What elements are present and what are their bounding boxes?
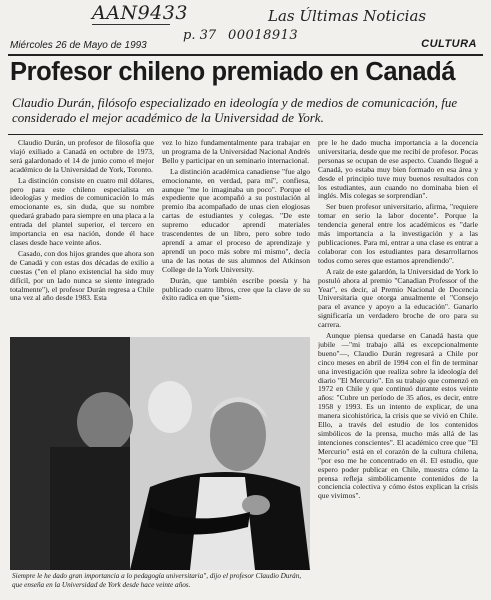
paragraph: vez lo hizo fundamentalmente para trabajar en un programa de la Universidad Nacional Andrés Bello y participar en un seminario internacional. [162,139,310,165]
paragraph: Ser buen profesor universitario, afirma, "requiere tomar en serio la labor docente". Porque la tendencia general entre los académicos es "darle más importancia a la investigación y a las publicaciones. Para mí, entrar a una clase es entrar a colaborar con los estudiantes para desarrollarnos todos como seres que estamos aprendiendo". [318,202,478,265]
deck-subheadline: Claudio Durán, filósofo especializado en ideología y de medios de comunicación, fue considerado el mejor académico de la Universidad de York. [12,95,458,125]
deck-rule [8,134,483,135]
paragraph: Claudio Durán, un profesor de filosofía que viajó exiliado a Canadá en octubre de 1973, será galardonado el 14 de junio como el mejor académico de la Universidad de York, Toronto. [10,139,154,174]
paragraph: pre le he dado mucha importancia a la docencia universitaria, desde que me recibí de profesor. Pocas personas se ocupan de ese aspecto. Cuando llegué a Canadá, yo estaba muy bien formado en esa área y desde el principio tuve muy buenos resultados con los estudiantes, aun cuando no dominaba bien el inglés. Mis colegas se sorprendían". [318,139,478,201]
article-column-1 [10,139,154,329]
archive-reference-handwritten: AAN9433 [92,2,188,24]
paragraph: La distinción consiste en cuatro mil dólares, pero para este chileno especialista en ideologías y medios de comunicación lo más emocionante es, sin duda, que su nombre quedará grabado para siempre en una placa a la entrada del plantel superior, el tercero en importancia en esa nación, donde él hace clases desde hace veinte años. [10,175,154,247]
section-label: CULTURA [421,38,477,50]
article-column-3 [318,139,478,581]
page-number-handwritten: p. 37 [183,28,217,43]
source-handwritten: Las Últimas Noticias [268,7,427,25]
paragraph: La distinción académica canadiense "fue algo emocionante, en verdad, para mí", confiesa, aunque "me lo imaginaba un poco". Porque el expediente que acompañó a su postulación al premio iba acompañado de unas cien elogiosas cartas de estudiantes y colegas. "De este supremo educador aprendí materiales trascendentes de un libro, pero sobre todo aprendí a amar el proceso de aprendizaje y aprendí un poco más sobre mí mismo", decía una de las notas de sus alumnos del Atkinson College de la York University. [162,166,310,274]
portrait-photo-icon [10,337,310,570]
article-column-2 [162,139,310,329]
top-rule [8,54,483,56]
photo-caption: Siempre le he dado gran importancia a lo pedagogía universitaria", dijo el profesor Claudio Durán, que enseña en la Universidad de York desde hace veinte años. [12,572,302,589]
reference-underline [92,24,170,25]
dateline: Miércoles 26 de Mayo de 1993 [10,40,147,51]
portrait-photo [10,337,310,570]
paragraph: Aunque piensa quedarse en Canadá hasta que jubile —"mi trabajo allá es excepcionalmente bueno"—, Claudio Durán regresará a Chile por cinco meses en abril de 1994 con el fin de terminar una investigación que realiza sobre la ideología del diario "El Mercurio". En su trabajo que comenzó en 1972 en Chile y que continuó durante estos veinte años: "Cubre un período de 35 años, es decir, entre 1958 y 1993. Es un intento de explicar, de una manera sicohistórica, la crisis que se vivió en Chile. Ello, a través del estudio de los contenidos simbólicos de la prensa, mucho más allá de las intenciones conscientes". El académico cree que "El Mercurio" está en el corazón de la cultura chilena, "por eso me he concentrado en él. El estudio, que espero poder publicar en Chile, muestra cómo la prensa refleja simbólicamente contenidos de la conciencia colectiva y cómo éstos explican la crisis que vivimos". [318,331,478,501]
paragraph: Durán, que también escribe poesía y ha publicado cuatro libros, cree que la clave de su éxito radica en que "siem- [162,275,310,303]
headline: Profesor chileno premiado en Canadá [10,58,456,86]
paragraph: Casado, con dos hijos grandes que ahora son de Canadá y con estas dos décadas de exilio a cuestas ("en el plano existencial ha sido muy difícil, por un lado nunca se siente integrado totalmente"), el profesor Durán regresa a Chile una vez al año desde 1983. Esta [10,248,154,303]
catalog-code-handwritten: 00018913 [228,28,299,43]
paragraph: A raíz de este galardón, la Universidad de York lo postuló ahora al premio "Canadian Professor of the Year", es decir, al Premio Nacional de Docencia Universitaria que otorga anualmente el "Consejo para el avance y apoyo a la educación". Ganarlo significaría un verdadero broche de oro para su carrera. [318,266,478,330]
